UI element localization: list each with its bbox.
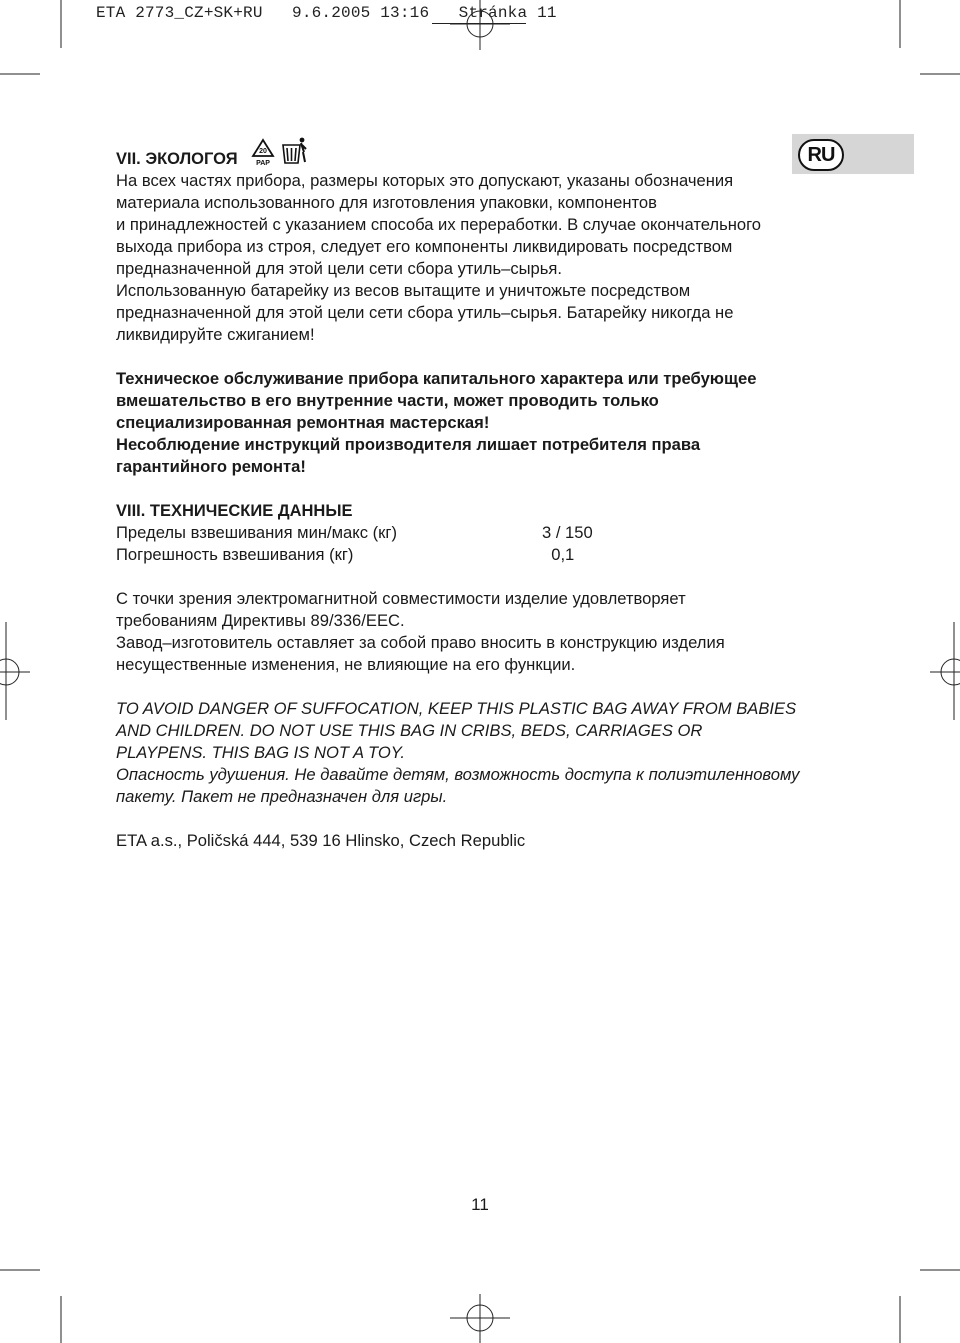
ecology-line: выхода прибора из строя, следует его компоненты ликвидировать посредством: [116, 237, 733, 256]
ecology-line: ликвидируйте сжиганием!: [116, 325, 315, 344]
warning-line: гарантийного ремонта!: [116, 457, 306, 476]
bag-warning: [116, 698, 844, 808]
registration-mark-top: [450, 0, 510, 50]
spec-value: 0,1: [542, 545, 575, 564]
ecology-section-title: [116, 148, 844, 170]
warning-line: вмешательство в его внутренние части, может проводить только: [116, 391, 659, 410]
page-number: 11: [471, 1195, 489, 1214]
compliance-line: требованиям Директивы 89/336/EEC.: [116, 611, 405, 630]
warning-line: Несоблюдение инструкций производителя лишает потребителя права: [116, 435, 701, 454]
bag-warning-line: пакету. Пакет не предназначен для игры.: [116, 787, 448, 806]
ecology-title-text: VII. ЭКОЛОГОЯ: [116, 150, 238, 168]
bag-warning-line: TO AVOID DANGER OF SUFFOCATION, KEEP THIS PLASTIC BAG AWAY FROM BABIES: [116, 699, 797, 718]
bag-warning-line: PLAYPENS. THIS BAG IS NOT A TOY.: [116, 743, 405, 762]
bag-warning-line: Опасность удушения. Не давайте детям, возможность доступа к полиэтиленновому: [116, 765, 800, 784]
warning-line: специализированная ремонтная мастерская!: [116, 413, 490, 432]
ecology-body: [116, 170, 844, 346]
registration-mark-bottom: [450, 1294, 510, 1343]
recycle-number: 20: [258, 148, 267, 155]
ecology-line: Использованную батарейку из весов вытащите и уничтожьте посредством: [116, 281, 691, 300]
ecology-line: материала использованного для изготовления упаковки, компонентов: [116, 193, 657, 212]
registration-mark-left: [0, 622, 30, 720]
bag-warning-line: AND CHILDREN. DO NOT USE THIS BAG IN CRIBS, BEDS, CARRIAGES OR: [116, 721, 703, 740]
warning-line: Техническое обслуживание прибора капитального характера или требующее: [116, 369, 757, 388]
spec-row: [116, 522, 844, 544]
spec-row: [116, 544, 844, 566]
ecology-line: предназначенной для этой цели сети сбора утиль–сырья.: [116, 259, 563, 278]
specs-table: [116, 522, 844, 566]
ecology-line: и принадлежностей с указанием способа их переработки. В случае окончательного: [116, 215, 762, 234]
recycle-code: PAP: [255, 160, 270, 167]
compliance-line: Завод–изготовитель оставляет за собой право вносить в конструкцию изделия: [116, 633, 725, 652]
specs-section-title: VIII. ТЕХНИЧЕСКИЕ ДАННЫЕ: [116, 502, 353, 520]
compliance-block: [116, 588, 844, 676]
language-badge: RU: [798, 139, 844, 171]
print-slug: ETA 2773_CZ+SK+RU 9.6.2005 13:16 Stránka 11: [96, 4, 557, 22]
spec-label: Пределы взвешивания мин/макс (кг): [116, 523, 397, 542]
trash-bin-icon: [278, 136, 308, 168]
spec-value: 3 / 150: [542, 523, 593, 542]
registration-mark-right: [930, 622, 960, 720]
ecology-icons: [248, 136, 308, 168]
manufacturer-address: ETA a.s., Poličská 444, 539 16 Hlinsko, Czech Republic: [116, 831, 526, 850]
spec-label: Погрешность взвешивания (кг): [116, 545, 354, 564]
ecology-line: На всех частях прибора, размеры которых это допускают, указаны обозначения: [116, 171, 734, 190]
service-warning: [116, 368, 844, 478]
compliance-line: С точки зрения электромагнитной совместимости изделие удовлетворяет: [116, 589, 686, 608]
ecology-line: предназначенной для этой цели сети сбора утиль–сырья. Батарейку никогда не: [116, 303, 734, 322]
compliance-line: несущественные изменения, не влияющие на его функции.: [116, 655, 576, 674]
recycle-20-pap-icon: [248, 137, 278, 167]
page-content: [116, 148, 844, 852]
